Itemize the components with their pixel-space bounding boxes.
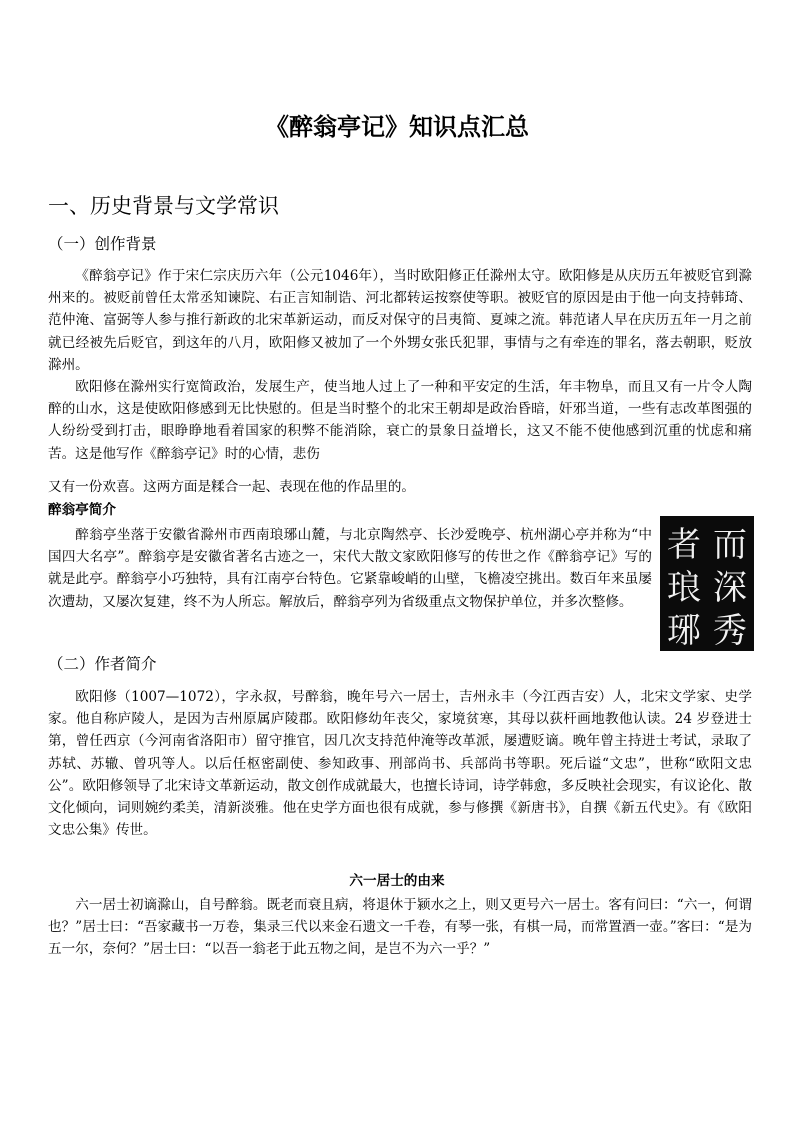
pavilion-intro-label: 醉翁亭简介 xyxy=(48,502,116,518)
calligraphy-char: 琅 xyxy=(667,568,701,608)
paragraph-mood: 欧阳修在滁州实行宽简政治，发展生产，使当地人过上了一种和平安定的生活，年丰物阜，而且又有一片令人陶醉的山水，这是使欧阳修感到无比快慰的。但是当时整个的北宋王朝却是政治昏暗，奸邪当道，一些有志改革图强的人纷纷受到打击，眼睁睁地看着国家的积弊不能消除，衰亡的景象日益增长，这又不能不使他感到沉重的忧虑和痛苦。这是他写作《醉翁亭记》时的心情，悲伤 xyxy=(48,379,752,462)
paragraph-background: 《醉翁亭记》作于宋仁宗庆历六年（公元1046年），当时欧阳修正任滁州太守。欧阳修是从庆历五年被贬官到滁州来的。被贬前曾任太常丞知谏院、右正言知制诰、河北都转运按察使等职。被贬官的原因是由于他一向支持韩琦、范仲淹、富弼等人参与推行新政的北宋革新运动，而反对保守的吕夷简、夏竦之流。韩范诸人早在庆历五年一月之前就已经被先后贬官，到这年的八月，欧阳修又被加了一个外甥女张氏犯罪，事情与之有牵连的罪名，落去朝职，贬放滁州。 xyxy=(48,268,752,373)
calligraphy-char: 琊 xyxy=(667,611,701,651)
page-title: 《醉翁亭记》知识点汇总 xyxy=(265,113,529,141)
calligraphy-char: 而 xyxy=(713,525,747,565)
calligraphy-char: 者 xyxy=(667,525,701,565)
paragraph-mood-end: 又有一份欢喜。这两方面是糅合一起、表现在他的作品里的。 xyxy=(48,479,416,495)
paragraph-author: 欧阳修（1007—1072），字永叔，号醉翁，晚年号六一居士，吉州永丰（今江西吉安）人，北宋文学家、史学家。他自称庐陵人，是因为吉州原属庐陵郡。欧阳修幼年丧父，家境贫寒，其母以荻杆画地教他认读。24 岁登进士第，曾任西京（今河南省洛阳市）留守推官，因几次支持范仲淹等改革派，屡遭贬谪。晚年曾主持进士考试，录取了苏轼、苏辙、曾巩等人。以后任枢密副使、参知政事、刑部尚书、兵部尚书等职。死后谥“文忠”，世称“欧阳文忠公”。欧阳修领导了北宋诗文革新运动，散文创作成就最大，也擅长诗词，诗学韩愈，多反映社会现实，有议论化、散文化倾向，词则婉约柔美，清新淡雅。他在史学方面也很有成就，参与修撰《新唐书》，自撰《新五代史》。有《欧阳文忠公集》传世。 xyxy=(48,689,752,839)
paragraph-liuyi: 六一居士初谪滁山，自号醉翁。既老而衰且病，将退休于颍水之上，则又更号六一居士。客有问曰：“六一，何谓也？”居士曰：“吾家藏书一万卷，集录三代以来金石遗文一千卷，有琴一张，有棋一局，而常置酒一壶。”客曰：“是为五一尔，奈何？”居士曰：“以吾一翁老于此五物之间，是岂不为六一乎？” xyxy=(48,897,752,958)
section-heading-history: 一、历史背景与文学常识 xyxy=(48,194,279,218)
calligraphy-image xyxy=(660,516,754,651)
liuyi-heading: 六一居士的由来 xyxy=(349,873,445,889)
subheading-author: （二）作者简介 xyxy=(48,655,157,673)
calligraphy-char: 秀 xyxy=(713,611,747,651)
paragraph-pavilion: 醉翁亭坐落于安徽省滁州市西南琅琊山麓，与北京陶然亭、长沙爱晚亭、杭州湖心亭并称为“中国四大名亭”。醉翁亭是安徽省著名古迹之一，宋代大散文家欧阳修写的传世之作《醉翁亭记》写的就是此亭。醉翁亭小巧独特，具有江南亭台特色。它紧靠峻峭的山壁，飞檐凌空挑出。数百年来虽屡次遭劫，又屡次复建，终不为人所忘。解放后，醉翁亭列为省级重点文物保护单位，并多次整修。 xyxy=(48,527,652,610)
calligraphy-char: 深 xyxy=(713,568,747,608)
subheading-background: （一）创作背景 xyxy=(48,235,157,253)
